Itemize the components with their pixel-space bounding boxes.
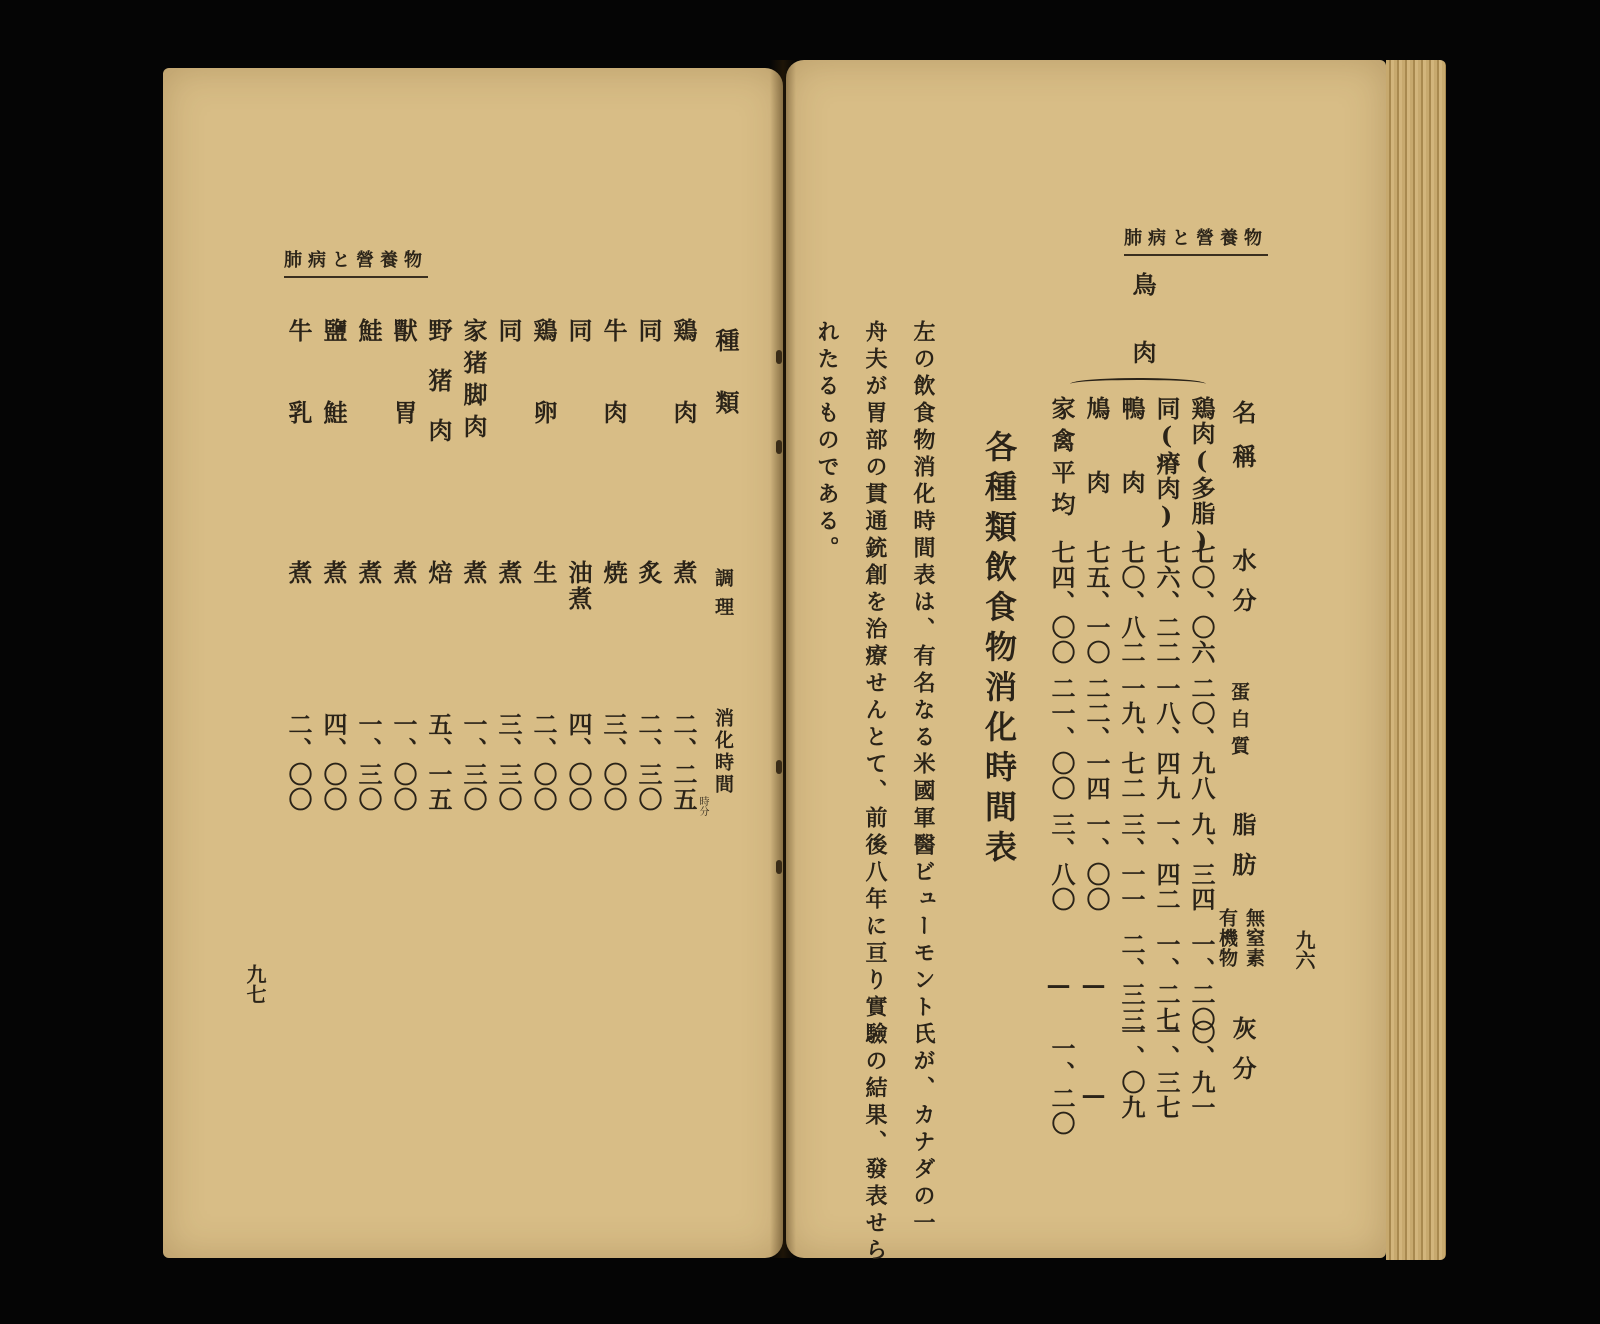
header-time: 消化時間 <box>712 708 734 796</box>
row-cook: 煮 <box>284 560 313 590</box>
paragraph-line: れたるものである。 <box>814 320 840 563</box>
row-time: 四、〇〇 <box>319 712 348 812</box>
row-ash: 〇、九一 <box>1187 1020 1216 1120</box>
row-cook: 炙 <box>634 560 663 590</box>
header-kind: 種類 <box>711 328 740 452</box>
page-edges <box>1386 60 1446 1260</box>
row-fat: 三、八〇 <box>1047 812 1076 912</box>
header-protein: 蛋白質 <box>1228 682 1250 763</box>
row-time: 三、〇〇 <box>599 712 628 812</box>
row-fat: 一、四二 <box>1152 812 1181 912</box>
row-name: 鶏肉(多脂) <box>1187 396 1216 556</box>
row-water: 七〇、〇六 <box>1187 540 1216 665</box>
row-nfe: — <box>1079 970 1108 1000</box>
row-ash: — <box>1079 1080 1108 1110</box>
row-nfe: 一、二〇 <box>1187 932 1216 1032</box>
row-protein: 一八、四九 <box>1152 676 1181 801</box>
row-water: 七五、一〇 <box>1082 540 1111 665</box>
binding-hole <box>776 860 782 874</box>
paragraph-line: 舟夫が胃部の貫通銃創を治療せんとて、前後八年に亘り實驗の結果、發表せら <box>862 320 888 1265</box>
row-fat: 一、〇〇 <box>1082 812 1111 912</box>
header-ash: 灰分 <box>1228 1016 1257 1096</box>
row-time: 一、三〇 <box>354 712 383 812</box>
row-cook: 煮 <box>389 560 418 590</box>
row-cook: 煮 <box>319 560 348 590</box>
row-kind: 同 <box>494 318 523 348</box>
header-cook: 調理 <box>712 568 734 626</box>
row-cook: 煮 <box>494 560 523 590</box>
page-number: 九七 <box>243 964 267 1004</box>
section-title: 各種類飲食物消化時間表 <box>980 430 1018 870</box>
row-time: 一、〇〇 <box>389 712 418 812</box>
row-time: 五、一五 <box>424 712 453 812</box>
row-kind: 鮭 <box>354 318 383 348</box>
row-water: 七六、二二 <box>1152 540 1181 665</box>
row-cook: 生 <box>529 560 558 590</box>
binding-hole <box>776 350 782 364</box>
row-name: 鴨肉 <box>1117 396 1146 544</box>
binding-hole <box>776 440 782 454</box>
row-water: 七〇、八二 <box>1117 540 1146 665</box>
binding-hole <box>776 760 782 774</box>
row-kind: 獸胃 <box>389 318 418 482</box>
row-ash: 一、三七 <box>1152 1020 1181 1120</box>
row-name: 同(瘠肉) <box>1152 396 1181 531</box>
row-kind: 同 <box>634 318 663 348</box>
row-nfe: — <box>1044 970 1073 1000</box>
row-time: 二、三〇 <box>634 712 663 812</box>
row-water: 七四、〇〇 <box>1047 540 1076 665</box>
group-label: 鳥肉 <box>1128 272 1157 408</box>
row-kind: 牛乳 <box>284 318 313 482</box>
row-protein: 二〇、九八 <box>1187 676 1216 801</box>
row-cook: 焼 <box>599 560 628 590</box>
header-nfe: 無窒素有機物 <box>1216 908 1265 968</box>
row-nfe: 一、二七 <box>1152 932 1181 1032</box>
row-nfe: 二、三三 <box>1117 932 1146 1032</box>
row-kind: 牛肉 <box>599 318 628 482</box>
row-kind: 鹽鮭 <box>319 318 348 482</box>
paragraph-line: 左の飲食物消化時間表は、有名なる米國軍醫ビューモント氏が、カナダの一 <box>910 320 936 1238</box>
row-protein: 二一、〇〇 <box>1047 676 1076 801</box>
header-name: 名稱 <box>1228 400 1257 488</box>
row-protein: 二二、一四 <box>1082 676 1111 801</box>
running-head: 肺病と營養物 <box>1124 224 1268 256</box>
row-time: 四、〇〇 <box>564 712 593 812</box>
row-cook: 煮 <box>354 560 383 590</box>
group-brace <box>1070 378 1206 390</box>
row-name: 家禽平均 <box>1047 396 1076 524</box>
book-gutter <box>770 60 796 1258</box>
header-time-units: 時分 <box>697 796 708 816</box>
row-fat: 九、三四 <box>1187 812 1216 912</box>
row-time: 一、三〇 <box>459 712 488 812</box>
header-fat: 脂肪 <box>1228 812 1257 892</box>
row-kind: 鶏卵 <box>529 318 558 482</box>
row-kind: 同 <box>564 318 593 348</box>
row-name: 鳩肉 <box>1082 396 1111 544</box>
row-cook: 油煮 <box>564 560 593 612</box>
row-fat: 三、一一 <box>1117 812 1146 912</box>
row-time: 二、〇〇 <box>284 712 313 812</box>
row-kind: 鶏肉 <box>669 318 698 482</box>
row-cook: 煮 <box>669 560 698 590</box>
row-ash: 一、二〇 <box>1047 1036 1076 1136</box>
row-ash: 一、〇九 <box>1117 1020 1146 1120</box>
page-number: 九六 <box>1292 930 1316 970</box>
header-water: 水分 <box>1228 548 1257 628</box>
row-time: 二、二五 <box>669 712 698 812</box>
row-kind: 家猪脚肉 <box>459 318 488 446</box>
row-kind: 野猪肉 <box>424 318 453 468</box>
running-head: 肺病と營養物 <box>284 246 428 278</box>
row-cook: 焙 <box>424 560 453 590</box>
row-time: 二、〇〇 <box>529 712 558 812</box>
row-time: 三、三〇 <box>494 712 523 812</box>
row-protein: 一九、七二 <box>1117 676 1146 801</box>
left-page <box>163 68 783 1258</box>
row-cook: 煮 <box>459 560 488 590</box>
